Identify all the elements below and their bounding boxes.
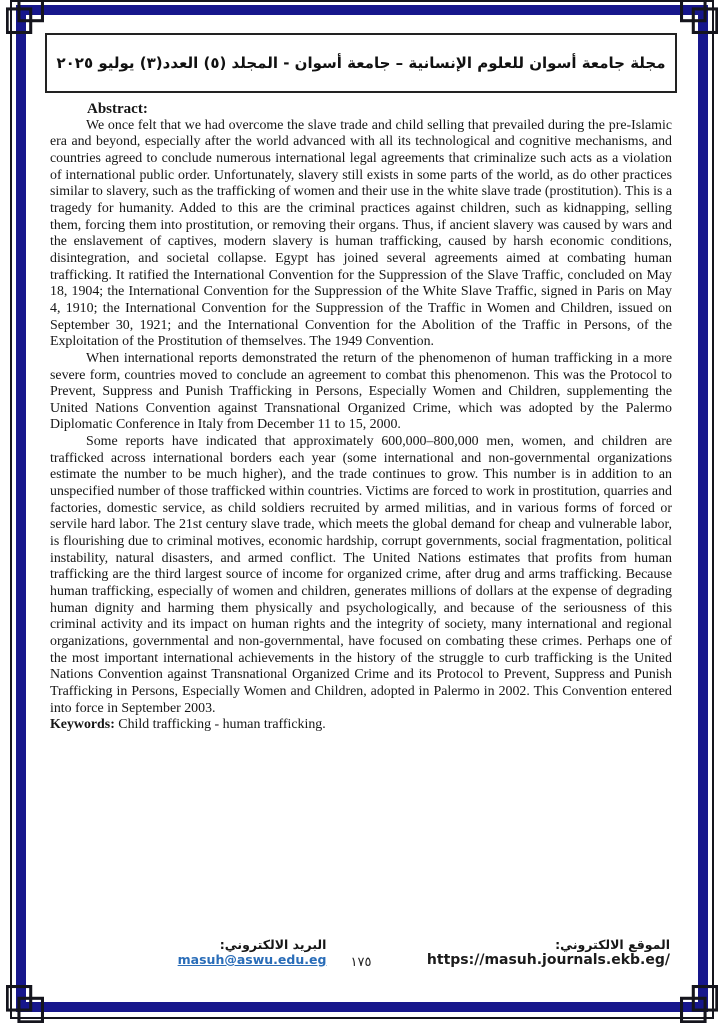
website-url: https://masuh.journals.ekb.eg/: [426, 952, 670, 968]
journal-title-line: مجلة جامعة أسوان للعلوم الإنسانية – جامعة أسوان - المجلد (٥) العدد(٣) يوليو ٢٠٢٥: [56, 54, 666, 72]
abstract-paragraph: Some reports have indicated that approximately 600,000–800,000 men, women, and children are trafficked across international borders each year (some international and non-governmental organizations estimate the number to be much higher), and the trade continues to grow. This number is in addition to an unspecified number of those trafficked within countries. Victims are forced to work in prostitution, quarries and factories, domestic service, as child soldiers recruited by armed militias, and in various forms of forced or servile hard labor. The 21st century slave trade, which meets the global demand for cheap and vulnerable labor, is flourishing due to criminal motives, economic hardship, corrupt governments, social fragmentation, political instability, natural disasters, and armed conflict. The United Nations estimates that profits from human trafficking are the third largest source of income for organized crime, after drug and arms trafficking. Because human trafficking, especially of women and children, generates millions of dollars at the expense of degrading human dignity and harming them physically and psychologically, and because of the seriousness of this criminal activity and its impact on human rights and the integrity of society, many international and regional organizations, governmental and non-governmental, have focused on combating these crimes. Perhaps one of the most important international achievements in the history of the struggle to curb trafficking is the United Nations Convention against Transnational Organized Crime and its Protocol to Prevent, Suppress and Punish Trafficking in Persons, Especially Women and Children, adopted in Palermo in 2002. This Convention entered into force in September 2003.: [50, 434, 672, 716]
keywords-text: Child trafficking - human trafficking.: [114, 717, 326, 733]
corner-ornament-icon: [678, 0, 718, 36]
page-number: ١٧٥: [350, 955, 372, 970]
abstract-paragraph: We once felt that we had overcome the slave trade and child selling that prevailed during the pre-Islamic era and beyond, especially after the world advanced with all its technological and cognitive mechanisms, and countries agreed to conclude numerous international legal agreements that criminalize such acts as a violation of international public order. Unfortunately, slavery still exists in some parts of the world, as do other practices similar to slavery, such as the trafficking of women and their use in the white slave trade (prostitution). This is a tragedy for humanity. Added to this are the criminal practices against children, such as kidnapping, selling them, forcing them into prostitution, or removing their organs. Thus, if ancient slavery was caused by wars and the enslavement of captives, modern slavery is human trafficking, caused by harsh economic conditions, disintegration, and societal collapse. Egypt has joined several agreements aimed at combating human trafficking. It ratified the International Convention for the Suppression of the Slave Traffic, concluded on May 18, 1904; the International Convention for the Suppression of the White Slave Traffic, signed in Paris on May 4, 1910; the International Convention for the Suppression of the Traffic in Women and Children, issued on September 30, 1921; and the International Convention for the Abolition of the Traffic in Persons, of the Exploitation of the Prostitution of themselves. The 1949 Convention.: [50, 117, 672, 350]
journal-header-box: [45, 33, 677, 93]
abstract-section: [50, 101, 672, 734]
corner-ornament-icon: [6, 983, 46, 1023]
website-label: الموقع الالكتروني:: [555, 937, 670, 952]
email-link[interactable]: masuh@aswu.edu.eg: [177, 952, 327, 967]
email-label: البريد الالكتروني:: [219, 937, 327, 952]
keywords-label: Keywords:: [50, 717, 115, 733]
abstract-paragraph: When international reports demonstrated the return of the phenomenon of human trafficking in a more severe form, countries moved to conclude an agreement to combat this phenomenon. This was the Protocol to Prevent, Suppress and Punish Trafficking in Persons, Especially Women and Children, supplementing the United Nations Convention against Transnational Organized Crime, which was adopted by the Palermo Diplomatic Conference in Italy from December 11 to 15, 2000.: [50, 350, 672, 433]
corner-ornament-icon: [678, 983, 718, 1023]
corner-ornament-icon: [6, 0, 46, 36]
keywords-line: [50, 717, 672, 734]
abstract-paragraphs: [50, 118, 672, 718]
abstract-heading: Abstract:: [87, 101, 148, 117]
